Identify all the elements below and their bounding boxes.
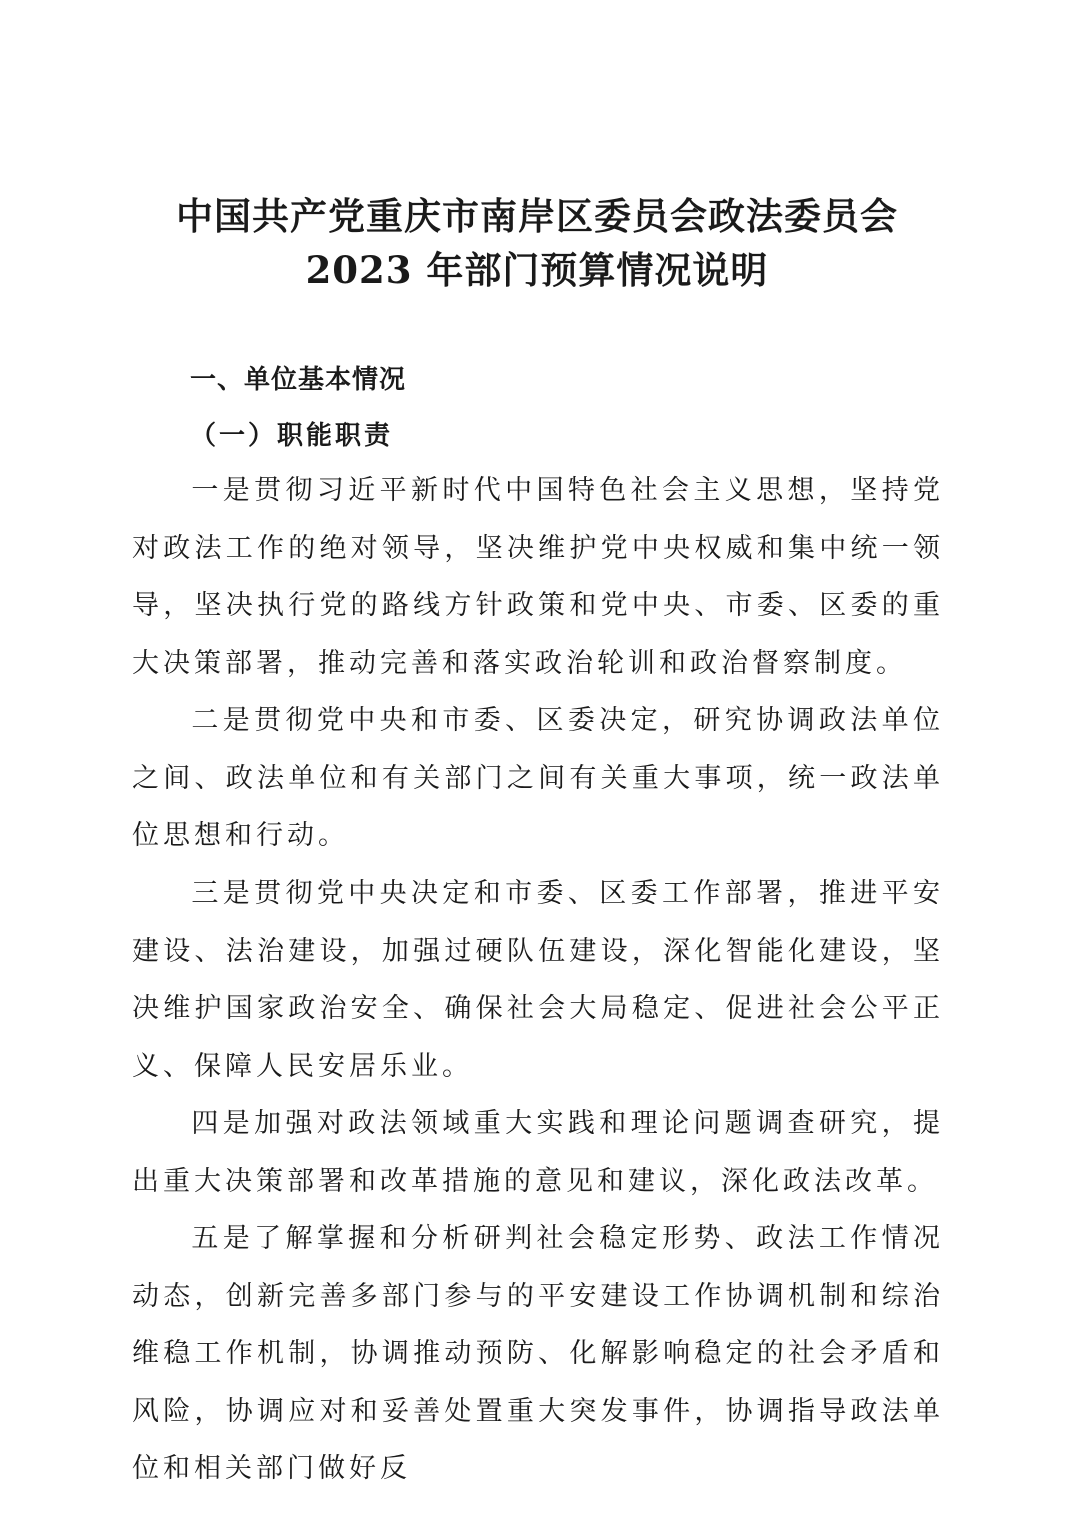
paragraph-duty-4: 四是加强对政法领域重大实践和理论问题调查研究，提出重大决策部署和改革措施的意见和建议，深化政法改革。: [132, 1108, 944, 1197]
paragraph-duty-5: 五是了解掌握和分析研判社会稳定形势、政法工作情况动态，创新完善多部门参与的平安建设工作协调机制和综治维稳工作机制，协调推动预防、化解影响稳定的社会矛盾和风险，协调应对和妥善处置重大突发事件，协调指导政法单位和相关部门做好反: [132, 1223, 944, 1484]
paragraph-duty-1: 一是贯彻习近平新时代中国特色社会主义思想，坚持党对政法工作的绝对领导，坚决维护党中央权威和集中统一领导，坚决执行党的路线方针政策和党中央、市委、区委的重大决策部署，推动完善和落实政治轮训和政治督察制度。: [132, 475, 944, 679]
section-heading: 一、单位基本情况: [190, 365, 407, 395]
subsection-heading: （一）职能职责: [190, 421, 394, 451]
document-title-line-2: 2023 年部门预算情况说明: [305, 248, 769, 292]
paragraph-duty-2: 二是贯彻党中央和市委、区委决定，研究协调政法单位之间、政法单位和有关部门之间有关重大事项，统一政法单位思想和行动。: [132, 705, 944, 851]
paragraph-duty-3: 三是贯彻党中央决定和市委、区委工作部署，推进平安建设、法治建设，加强过硬队伍建设，深化智能化建设，坚决维护国家政治安全、确保社会大局稳定、促进社会公平正义、保障人民安居乐业。: [132, 878, 944, 1082]
document-title-line-1: 中国共产党重庆市南岸区委员会政法委员会: [176, 194, 898, 238]
